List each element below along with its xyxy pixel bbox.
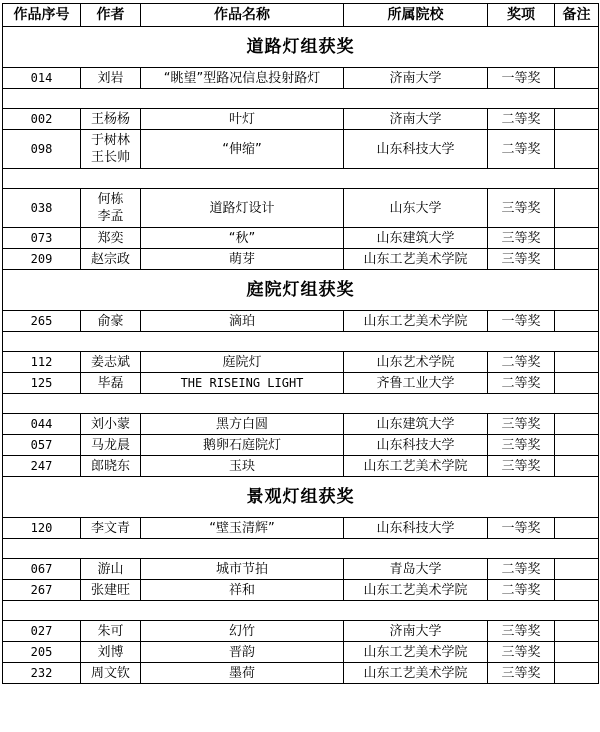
author-name: 张建旺 — [90, 582, 130, 598]
author-name: 于树林 — [90, 133, 130, 148]
author-cell — [81, 621, 141, 642]
award-cell: 二等奖 — [488, 373, 555, 394]
award-cell: 一等奖 — [488, 68, 555, 89]
author-name: 郑奕 — [97, 230, 124, 246]
author-cell — [81, 642, 141, 663]
spacer-row — [3, 539, 599, 559]
table-row — [3, 580, 599, 601]
author-cell — [81, 456, 141, 477]
work-id-cell: 027 — [3, 621, 81, 642]
award-cell: 三等奖 — [488, 456, 555, 477]
author-name: 朱可 — [97, 623, 124, 639]
awards-table — [2, 3, 599, 684]
award-cell: 三等奖 — [488, 663, 555, 684]
work-id-cell: 067 — [3, 559, 81, 580]
spacer-row — [3, 332, 599, 352]
author-cell — [81, 580, 141, 601]
section-header-row — [3, 270, 599, 311]
table-row — [3, 68, 599, 89]
author-name: 游山 — [97, 561, 124, 577]
work-id-cell: 112 — [3, 352, 81, 373]
author-name: 俞豪 — [97, 313, 124, 329]
work-id-cell: 232 — [3, 663, 81, 684]
work-id-cell: 044 — [3, 414, 81, 435]
header-school: 所属院校 — [344, 4, 488, 27]
table-row — [3, 352, 599, 373]
work-title-cell: THE RISEING LIGHT — [141, 373, 344, 394]
author-name: 刘小蒙 — [90, 416, 130, 432]
school-cell: 山东工艺美术学院 — [344, 663, 488, 684]
section-header-row — [3, 477, 599, 518]
header-remark: 备注 — [555, 4, 599, 27]
table-row — [3, 621, 599, 642]
author-cell — [81, 249, 141, 270]
table-row — [3, 663, 599, 684]
work-title-cell: “眺望”型路况信息投射路灯 — [141, 68, 344, 89]
spacer-row — [3, 89, 599, 109]
remark-cell — [555, 414, 599, 435]
table-row — [3, 189, 599, 228]
table-row — [3, 311, 599, 332]
school-cell: 山东艺术学院 — [344, 352, 488, 373]
author-name: 郎晓东 — [90, 458, 130, 474]
author-name: 何栋 — [97, 192, 124, 207]
award-cell: 三等奖 — [488, 249, 555, 270]
work-title-cell: 庭院灯 — [141, 352, 344, 373]
section-title: 庭院灯组获奖 — [3, 270, 599, 311]
work-title-cell: 滴珀 — [141, 311, 344, 332]
award-cell: 二等奖 — [488, 580, 555, 601]
remark-cell — [555, 130, 599, 169]
award-cell: 三等奖 — [488, 228, 555, 249]
award-cell: 一等奖 — [488, 311, 555, 332]
work-id-cell: 267 — [3, 580, 81, 601]
author-cell — [81, 373, 141, 394]
author-cell — [81, 414, 141, 435]
school-cell: 山东科技大学 — [344, 435, 488, 456]
remark-cell — [555, 189, 599, 228]
work-title-cell: 幻竹 — [141, 621, 344, 642]
work-title-cell: “伸缩” — [141, 130, 344, 169]
remark-cell — [555, 373, 599, 394]
spacer-cell — [3, 539, 599, 559]
spacer-cell — [3, 332, 599, 352]
author-cell — [81, 311, 141, 332]
remark-cell — [555, 559, 599, 580]
table-body — [3, 27, 599, 684]
work-id-cell: 057 — [3, 435, 81, 456]
work-title-cell: 晋韵 — [141, 642, 344, 663]
work-id-cell: 265 — [3, 311, 81, 332]
section-title: 景观灯组获奖 — [3, 477, 599, 518]
author-name: 刘博 — [97, 644, 124, 660]
spacer-cell — [3, 394, 599, 414]
award-cell: 二等奖 — [488, 352, 555, 373]
remark-cell — [555, 642, 599, 663]
award-cell: 二等奖 — [488, 109, 555, 130]
award-cell: 三等奖 — [488, 435, 555, 456]
author-name: 赵宗政 — [90, 251, 130, 267]
award-cell: 二等奖 — [488, 559, 555, 580]
spacer-cell — [3, 601, 599, 621]
author-name: 李文青 — [90, 520, 130, 536]
spacer-row — [3, 169, 599, 189]
remark-cell — [555, 435, 599, 456]
author-name: 毕磊 — [97, 375, 124, 391]
spacer-row — [3, 394, 599, 414]
author-cell — [81, 68, 141, 89]
school-cell: 山东科技大学 — [344, 130, 488, 169]
section-title: 道路灯组获奖 — [3, 27, 599, 68]
table-row — [3, 249, 599, 270]
author-cell — [81, 109, 141, 130]
work-title-cell: 祥和 — [141, 580, 344, 601]
school-cell: 山东科技大学 — [344, 518, 488, 539]
author-name: 王长帅 — [90, 150, 130, 165]
author-cell — [81, 352, 141, 373]
work-title-cell: 鹅卵石庭院灯 — [141, 435, 344, 456]
work-title-cell: 玉玦 — [141, 456, 344, 477]
school-cell: 山东建筑大学 — [344, 414, 488, 435]
header-id: 作品序号 — [3, 4, 81, 27]
remark-cell — [555, 68, 599, 89]
header-award: 奖项 — [488, 4, 555, 27]
award-cell: 一等奖 — [488, 518, 555, 539]
school-cell: 山东大学 — [344, 189, 488, 228]
remark-cell — [555, 456, 599, 477]
header-row — [3, 4, 599, 27]
award-cell: 二等奖 — [488, 130, 555, 169]
work-id-cell: 073 — [3, 228, 81, 249]
author-cell — [81, 435, 141, 456]
work-id-cell: 205 — [3, 642, 81, 663]
remark-cell — [555, 249, 599, 270]
table-row — [3, 228, 599, 249]
work-title-cell: 萌芽 — [141, 249, 344, 270]
school-cell: 山东建筑大学 — [344, 228, 488, 249]
work-id-cell: 125 — [3, 373, 81, 394]
school-cell: 山东工艺美术学院 — [344, 642, 488, 663]
award-cell: 三等奖 — [488, 621, 555, 642]
table-row — [3, 373, 599, 394]
remark-cell — [555, 621, 599, 642]
award-cell: 三等奖 — [488, 189, 555, 228]
table-row — [3, 130, 599, 169]
remark-cell — [555, 580, 599, 601]
school-cell: 青岛大学 — [344, 559, 488, 580]
remark-cell — [555, 352, 599, 373]
spacer-cell — [3, 89, 599, 109]
work-id-cell: 209 — [3, 249, 81, 270]
award-cell: 三等奖 — [488, 642, 555, 663]
table-row — [3, 109, 599, 130]
work-title-cell: “壁玉清辉” — [141, 518, 344, 539]
author-cell — [81, 228, 141, 249]
author-cell — [81, 130, 141, 169]
remark-cell — [555, 109, 599, 130]
work-id-cell: 247 — [3, 456, 81, 477]
award-cell: 三等奖 — [488, 414, 555, 435]
author-name: 王杨杨 — [90, 111, 130, 127]
school-cell: 济南大学 — [344, 109, 488, 130]
spacer-row — [3, 601, 599, 621]
school-cell: 山东工艺美术学院 — [344, 580, 488, 601]
work-title-cell: “秋” — [141, 228, 344, 249]
work-id-cell: 038 — [3, 189, 81, 228]
author-cell — [81, 663, 141, 684]
section-header-row — [3, 27, 599, 68]
work-title-cell: 墨荷 — [141, 663, 344, 684]
work-title-cell: 叶灯 — [141, 109, 344, 130]
remark-cell — [555, 228, 599, 249]
school-cell: 济南大学 — [344, 68, 488, 89]
author-name: 李孟 — [97, 209, 124, 224]
school-cell: 山东工艺美术学院 — [344, 311, 488, 332]
school-cell: 齐鲁工业大学 — [344, 373, 488, 394]
work-id-cell: 002 — [3, 109, 81, 130]
author-cell — [81, 559, 141, 580]
school-cell: 山东工艺美术学院 — [344, 456, 488, 477]
author-name: 姜志斌 — [90, 354, 130, 370]
author-name: 刘岩 — [97, 70, 124, 86]
header-title: 作品名称 — [141, 4, 344, 27]
work-id-cell: 120 — [3, 518, 81, 539]
author-name: 马龙晨 — [90, 437, 130, 453]
spacer-cell — [3, 169, 599, 189]
author-cell — [81, 518, 141, 539]
header-author: 作者 — [81, 4, 141, 27]
remark-cell — [555, 663, 599, 684]
remark-cell — [555, 518, 599, 539]
table-row — [3, 642, 599, 663]
author-cell — [81, 189, 141, 228]
work-title-cell: 城市节拍 — [141, 559, 344, 580]
work-title-cell: 黑方白圆 — [141, 414, 344, 435]
work-id-cell: 014 — [3, 68, 81, 89]
table-row — [3, 456, 599, 477]
work-id-cell: 098 — [3, 130, 81, 169]
table-row — [3, 518, 599, 539]
remark-cell — [555, 311, 599, 332]
table-row — [3, 559, 599, 580]
work-title-cell: 道路灯设计 — [141, 189, 344, 228]
author-name: 周文钦 — [90, 665, 130, 681]
table-row — [3, 435, 599, 456]
school-cell: 济南大学 — [344, 621, 488, 642]
school-cell: 山东工艺美术学院 — [344, 249, 488, 270]
table-row — [3, 414, 599, 435]
